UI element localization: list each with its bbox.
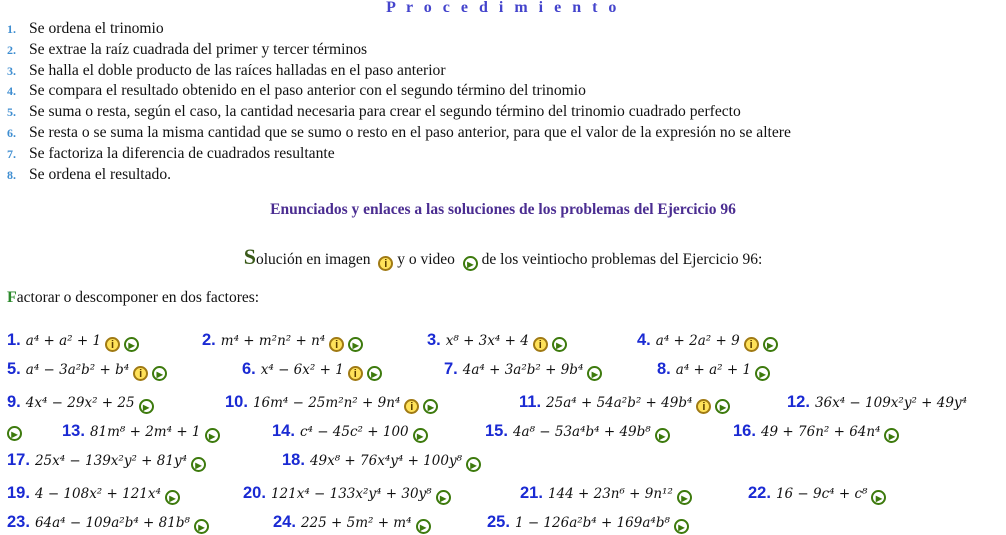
info-icon[interactable]: i bbox=[378, 256, 393, 271]
step-text: Se halla el doble producto de las raíces halladas en el paso anterior bbox=[29, 61, 446, 79]
problem-number: 22. bbox=[748, 484, 771, 502]
problem-expression: m⁴ + m²n² + n⁴ bbox=[220, 333, 326, 349]
procedure-step bbox=[7, 123, 791, 144]
problem-item bbox=[487, 513, 689, 534]
problem-number: 18. bbox=[282, 451, 305, 469]
problem-item bbox=[225, 393, 438, 414]
step-text: Se ordena el resultado. bbox=[29, 165, 172, 183]
problem-number: 1. bbox=[7, 331, 21, 349]
video-play-icon[interactable] bbox=[715, 399, 730, 414]
instruction-text: actorar o descomponer en dos factores: bbox=[16, 289, 260, 306]
problem-expression: 36x⁴ − 109x²y² + 49y⁴ bbox=[814, 395, 967, 411]
problem-expression: x⁴ − 6x² + 1 bbox=[260, 362, 344, 378]
solution-initial: S bbox=[243, 244, 256, 269]
problem-number: 13. bbox=[62, 422, 85, 440]
problem-expression: 4a⁴ + 3a²b² + 9b⁴ bbox=[462, 362, 584, 378]
step-number: 8. bbox=[7, 167, 16, 182]
problem-expression: 1 − 126a²b⁴ + 169a⁴b⁸ bbox=[514, 515, 670, 531]
procedure-step bbox=[7, 144, 791, 165]
procedure-step bbox=[7, 165, 791, 186]
video-play-icon[interactable] bbox=[463, 256, 478, 271]
problem-item bbox=[202, 331, 363, 352]
video-play-icon[interactable] bbox=[655, 428, 670, 443]
problem-expression: a⁴ + 2a² + 9 bbox=[655, 333, 740, 349]
problem-expression: a⁴ + a² + 1 bbox=[675, 362, 752, 378]
problem-item bbox=[62, 422, 220, 443]
video-play-icon[interactable] bbox=[436, 490, 451, 505]
procedure-title: P r o c e d i m i e n t o bbox=[386, 0, 620, 16]
problem-expression: x⁸ + 3x⁴ + 4 bbox=[445, 333, 529, 349]
problem-item bbox=[242, 360, 382, 381]
procedure-step bbox=[7, 102, 791, 123]
problem-expression: c⁴ − 45c² + 100 bbox=[299, 424, 409, 440]
info-icon[interactable]: i bbox=[533, 337, 548, 352]
problem-item bbox=[520, 484, 692, 505]
problem-item bbox=[243, 484, 451, 505]
video-play-icon[interactable] bbox=[367, 366, 382, 381]
problem-expression: 64a⁴ − 109a²b⁴ + 81b⁸ bbox=[34, 515, 190, 531]
problem-expression: 144 + 23n⁶ + 9n¹² bbox=[547, 486, 673, 502]
problem-expression: 25x⁴ − 139x²y² + 81y⁴ bbox=[34, 453, 187, 469]
problem-number: 15. bbox=[485, 422, 508, 440]
exercise-heading: Enunciados y enlaces a las soluciones de los problemas del Ejercicio 96 bbox=[270, 201, 736, 218]
problem-number: 12. bbox=[787, 393, 810, 411]
solution-text-1: olución en imagen bbox=[255, 251, 371, 268]
problem-number: 19. bbox=[7, 484, 30, 502]
video-play-icon[interactable] bbox=[763, 337, 778, 352]
video-play-icon[interactable] bbox=[124, 337, 139, 352]
video-play-icon[interactable] bbox=[677, 490, 692, 505]
problem-number: 20. bbox=[243, 484, 266, 502]
problem-item bbox=[787, 393, 967, 412]
problem-item bbox=[7, 360, 167, 381]
instruction bbox=[7, 289, 259, 307]
video-play-icon[interactable] bbox=[348, 337, 363, 352]
problem-number: 4. bbox=[637, 331, 651, 349]
step-number: 4. bbox=[7, 84, 16, 99]
info-icon[interactable]: i bbox=[133, 366, 148, 381]
problem-item bbox=[7, 422, 22, 441]
problem-item bbox=[7, 331, 139, 352]
problem-item bbox=[282, 451, 481, 472]
problem-expression: 121x⁴ − 133x²y⁴ + 30y⁸ bbox=[270, 486, 432, 502]
problem-expression: 49x⁸ + 76x⁴y⁴ + 100y⁸ bbox=[309, 453, 462, 469]
problem-number: 9. bbox=[7, 393, 21, 411]
problem-number: 23. bbox=[7, 513, 30, 531]
info-icon[interactable]: i bbox=[348, 366, 363, 381]
problem-number: 6. bbox=[242, 360, 256, 378]
procedure-steps bbox=[7, 19, 791, 185]
problem-expression: 225 + 5m² + m⁴ bbox=[300, 515, 412, 531]
problem-number: 21. bbox=[520, 484, 543, 502]
step-text: Se suma o resta, según el caso, la cantidad necesaria para crear el segundo término del trinomio cuadrado perfecto bbox=[29, 103, 741, 121]
problem-expression: 4a⁸ − 53a⁴b⁴ + 49b⁸ bbox=[512, 424, 651, 440]
problem-item bbox=[7, 513, 209, 534]
video-play-icon[interactable] bbox=[423, 399, 438, 414]
problem-item bbox=[7, 393, 154, 414]
problem-number: 24. bbox=[273, 513, 296, 531]
video-play-icon[interactable] bbox=[416, 519, 431, 534]
step-number: 2. bbox=[7, 42, 16, 57]
problem-expression: 81m⁸ + 2m⁴ + 1 bbox=[89, 424, 201, 440]
problem-item bbox=[637, 331, 778, 352]
step-number: 3. bbox=[7, 63, 16, 78]
problem-number: 14. bbox=[272, 422, 295, 440]
step-text: Se resta o se suma la misma cantidad que se sumo o resto en el paso anterior, para que el valor de la expresión no se altere bbox=[29, 123, 791, 141]
problem-number: 11. bbox=[519, 393, 542, 411]
instruction-initial: F bbox=[7, 289, 17, 306]
solution-line bbox=[0, 244, 1006, 271]
procedure-step bbox=[7, 19, 791, 40]
problem-item bbox=[7, 484, 180, 505]
video-play-icon[interactable] bbox=[587, 366, 602, 381]
video-play-icon[interactable] bbox=[139, 399, 154, 414]
problem-number: 10. bbox=[225, 393, 248, 411]
info-icon[interactable]: i bbox=[105, 337, 120, 352]
step-text: Se ordena el trinomio bbox=[29, 20, 164, 37]
problem-expression: 4x⁴ − 29x² + 25 bbox=[25, 395, 135, 411]
video-play-icon[interactable] bbox=[552, 337, 567, 352]
problem-item bbox=[7, 451, 206, 472]
step-number: 5. bbox=[7, 105, 16, 120]
info-icon[interactable]: i bbox=[404, 399, 419, 414]
info-icon[interactable]: i bbox=[696, 399, 711, 414]
problem-item bbox=[444, 360, 602, 381]
problem-expression: 4 − 108x² + 121x⁴ bbox=[34, 486, 161, 502]
problem-item bbox=[657, 360, 770, 381]
step-number: 6. bbox=[7, 125, 16, 140]
problem-number: 3. bbox=[427, 331, 441, 349]
problem-item bbox=[485, 422, 670, 443]
solution-text-2: y o video bbox=[397, 251, 455, 268]
problem-number: 5. bbox=[7, 360, 21, 378]
problem-expression: 16m⁴ − 25m²n² + 9n⁴ bbox=[252, 395, 401, 411]
procedure-step bbox=[7, 61, 791, 82]
step-text: Se extrae la raíz cuadrada del primer y tercer términos bbox=[29, 40, 368, 58]
video-play-icon[interactable] bbox=[884, 428, 899, 443]
step-number: 1. bbox=[7, 22, 16, 36]
problem-expression: a⁴ − 3a²b² + b⁴ bbox=[25, 362, 130, 378]
video-play-icon[interactable] bbox=[165, 490, 180, 505]
step-text: Se factoriza la diferencia de cuadrados resultante bbox=[29, 144, 335, 162]
problem-item bbox=[272, 422, 428, 443]
problem-item bbox=[427, 331, 567, 352]
solution-text-3: de los veintiocho problemas del Ejercicio 96: bbox=[481, 251, 763, 268]
video-play-icon[interactable] bbox=[466, 457, 481, 472]
video-play-icon[interactable] bbox=[674, 519, 689, 534]
problem-expression: 25a⁴ + 54a²b² + 49b⁴ bbox=[546, 395, 693, 411]
info-icon[interactable]: i bbox=[744, 337, 759, 352]
problem-number: 7. bbox=[444, 360, 458, 378]
video-play-icon[interactable] bbox=[191, 457, 206, 472]
video-play-icon[interactable] bbox=[755, 366, 770, 381]
video-play-icon[interactable] bbox=[194, 519, 209, 534]
problem-item bbox=[273, 513, 431, 534]
video-play-icon[interactable] bbox=[871, 490, 886, 505]
problem-number: 16. bbox=[733, 422, 756, 440]
problem-expression: 49 + 76n² + 64n⁴ bbox=[760, 424, 881, 440]
problem-expression: 16 − 9c⁴ + c⁸ bbox=[775, 486, 868, 502]
step-text: Se compara el resultado obtenido en el paso anterior con el segundo término del trinomio bbox=[29, 82, 586, 100]
problem-number: 2. bbox=[202, 331, 216, 349]
problem-expression: a⁴ + a² + 1 bbox=[25, 333, 102, 349]
problem-number: 8. bbox=[657, 360, 671, 378]
problem-item bbox=[748, 484, 886, 505]
procedure-step bbox=[7, 40, 791, 61]
video-play-icon[interactable] bbox=[413, 428, 428, 443]
video-play-icon[interactable] bbox=[205, 428, 220, 443]
video-play-icon[interactable] bbox=[152, 366, 167, 381]
problem-number: 17. bbox=[7, 451, 30, 469]
info-icon[interactable]: i bbox=[329, 337, 344, 352]
procedure-step bbox=[7, 81, 791, 102]
video-play-icon[interactable] bbox=[7, 426, 22, 441]
problem-number: 25. bbox=[487, 513, 510, 531]
problem-item bbox=[733, 422, 899, 443]
step-number: 7. bbox=[7, 146, 16, 161]
problem-item bbox=[519, 393, 730, 414]
